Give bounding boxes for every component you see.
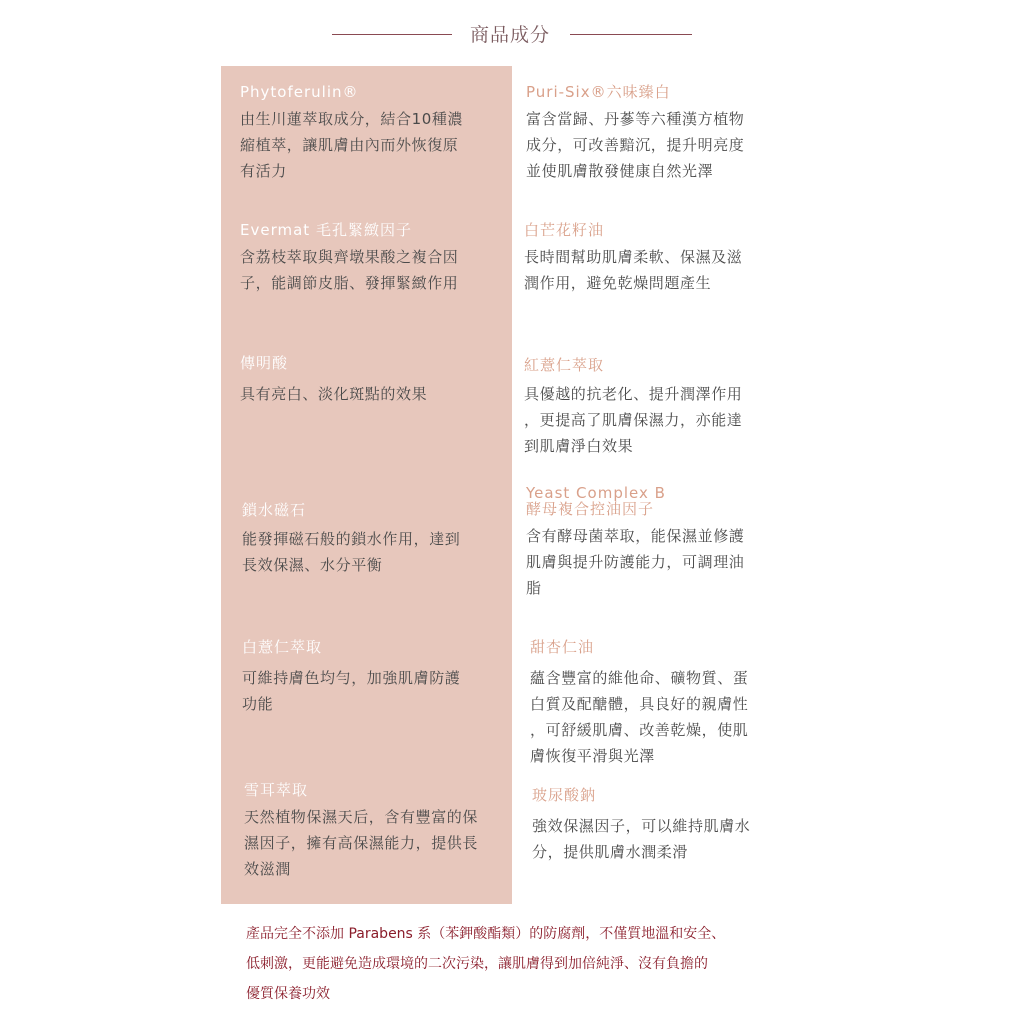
ingredient-description: 由生川蓮萃取成分，結合10種濃 縮植萃，讓肌膚由內而外恢復原 有活力 <box>240 110 464 180</box>
ingredient-red-job-tears <box>524 355 742 459</box>
ingredient-puri-six <box>526 82 744 184</box>
ingredient-title: 玻尿酸鈉 <box>532 786 597 804</box>
header-divider-left <box>332 34 452 35</box>
ingredient-tremella <box>244 780 478 882</box>
ingredient-title: Puri-Six®六味臻白 <box>526 83 671 101</box>
ingredient-description: 富含當歸、丹蔘等六種漢方植物 成分，可改善黯沉，提升明亮度 並使肌膚散發健康自然光澤 <box>526 110 745 180</box>
ingredient-meadowfoam-oil <box>524 220 742 296</box>
ingredient-title: Yeast Complex B 酵母複合控油因子 <box>526 484 666 518</box>
header-divider-right <box>570 34 692 35</box>
ingredient-tranexamic-acid <box>240 353 427 407</box>
ingredient-description: 可維持膚色均勻，加強肌膚防護 功能 <box>242 669 461 713</box>
ingredient-description: 長時間幫助肌膚柔軟、保濕及滋 潤作用，避免乾燥問題產生 <box>524 248 743 292</box>
ingredient-description: 能發揮磁石般的鎖水作用，達到 長效保濕、水分平衡 <box>242 530 461 574</box>
left-ingredient-panel <box>221 66 512 904</box>
paraben-free-notice: 產品完全不添加 Parabens 系（苯鉀酸酯類）的防腐劑，不僅質地溫和安全、 低刺激，更能避免造成環境的二次污染，讓肌膚得到加倍純淨、沒有負擔的 優質保養功效 <box>246 926 726 1002</box>
ingredient-description: 天然植物保濕天后，含有豐富的保 濕因子，擁有高保濕能力，提供長 效滋潤 <box>244 808 479 878</box>
ingredient-title: Evermat 毛孔緊緻因子 <box>240 221 412 239</box>
ingredient-title: 紅薏仁萃取 <box>524 356 605 374</box>
ingredient-description: 強效保濕因子，可以維持肌膚水 分，提供肌膚水潤柔滑 <box>532 817 751 861</box>
ingredient-water-magnet <box>242 500 460 578</box>
ingredient-sodium-hyaluronate <box>532 785 750 865</box>
ingredient-white-job-tears <box>242 637 460 717</box>
page-title: 商品成分 <box>470 24 551 46</box>
ingredient-title: 傳明酸 <box>240 354 289 372</box>
ingredient-yeast-complex-b <box>526 485 744 601</box>
ingredient-title: 白薏仁萃取 <box>242 638 323 656</box>
ingredient-title: 雪耳萃取 <box>244 781 309 799</box>
ingredient-description: 具優越的抗老化、提升潤澤作用 ，更提高了肌膚保濕力，亦能達 到肌膚淨白效果 <box>524 385 743 455</box>
ingredient-title: 白芒花籽油 <box>524 221 605 239</box>
ingredient-title: Phytoferulin® <box>240 83 359 101</box>
ingredient-evermat <box>240 220 458 296</box>
ingredient-description: 具有亮白、淡化斑點的效果 <box>240 385 428 403</box>
ingredient-sweet-almond-oil <box>530 637 748 769</box>
ingredient-description: 含有酵母菌萃取，能保濕並修護 肌膚與提升防護能力，可調理油 脂 <box>526 527 745 597</box>
ingredient-description: 含荔枝萃取與齊墩果酸之複合因 子，能調節皮脂、發揮緊緻作用 <box>240 248 459 292</box>
ingredient-title: 甜杏仁油 <box>530 638 595 656</box>
section-header <box>0 20 1024 50</box>
ingredient-description: 蘊含豐富的維他命、礦物質、蛋 白質及配醣體，具良好的親膚性 ，可舒緩肌膚、改善乾燥，使肌 膚恢復平滑與光澤 <box>530 669 749 765</box>
ingredient-title: 鎖水磁石 <box>242 501 307 519</box>
ingredient-phytoferulin <box>240 82 463 184</box>
